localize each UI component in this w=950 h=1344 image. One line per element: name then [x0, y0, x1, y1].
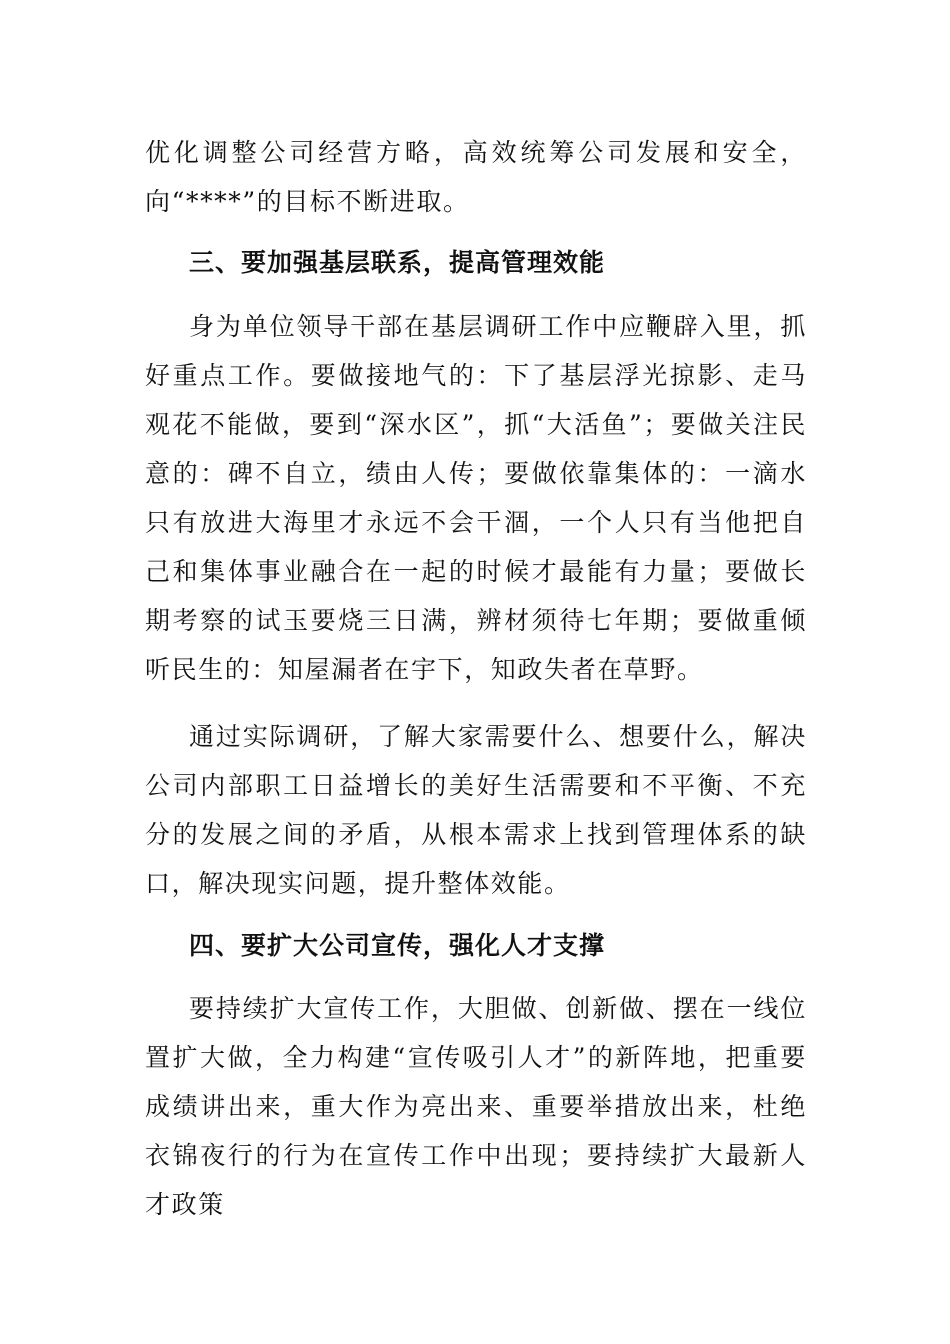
section-heading-3: 三、要加强基层联系，提高管理效能: [189, 248, 606, 277]
paragraph-continuation: 优化调整公司经营方略，高效统筹公司发展和安全，向“****”的目标不断进取。: [145, 138, 807, 216]
paragraph-practical-research: 通过实际调研，了解大家需要什么、想要什么，解决公司内部职工日益增长的美好生活需要和不平衡、不充分的发展之间的矛盾，从根本需求上找到管理体系的缺口，解决现实问题，提升整体效能。: [145, 722, 807, 898]
paragraph-grassroots-research: 身为单位领导干部在基层调研工作中应鞭辟入里，抓好重点工作。要做接地气的：下了基层浮光掠影、走马观花不能做，要到“深水区”，抓“大活鱼”；要做关注民意的：碑不自立，绩由人传；要做依靠集体的：一滴水只有放进大海里才永远不会干涸，一个人只有当他把自己和集体事业融合在一起的时候才最能有力量；要做长期考察的试玉要烧三日满，辨材须待七年期；要做重倾听民生的：知屋漏者在宇下，知政失者在草野。: [145, 312, 807, 684]
section-heading-4: 四、要扩大公司宣传，强化人才支撑: [189, 931, 606, 960]
paragraph-publicity-work: 要持续扩大宣传工作，大胆做、创新做、摆在一线位置扩大做，全力构建“宣传吸引人才”的新阵地，把重要成绩讲出来，重大作为亮出来、重要举措放出来，杜绝衣锦夜行的行为在宣传工作中出现；要持续扩大最新人才政策: [145, 994, 807, 1219]
